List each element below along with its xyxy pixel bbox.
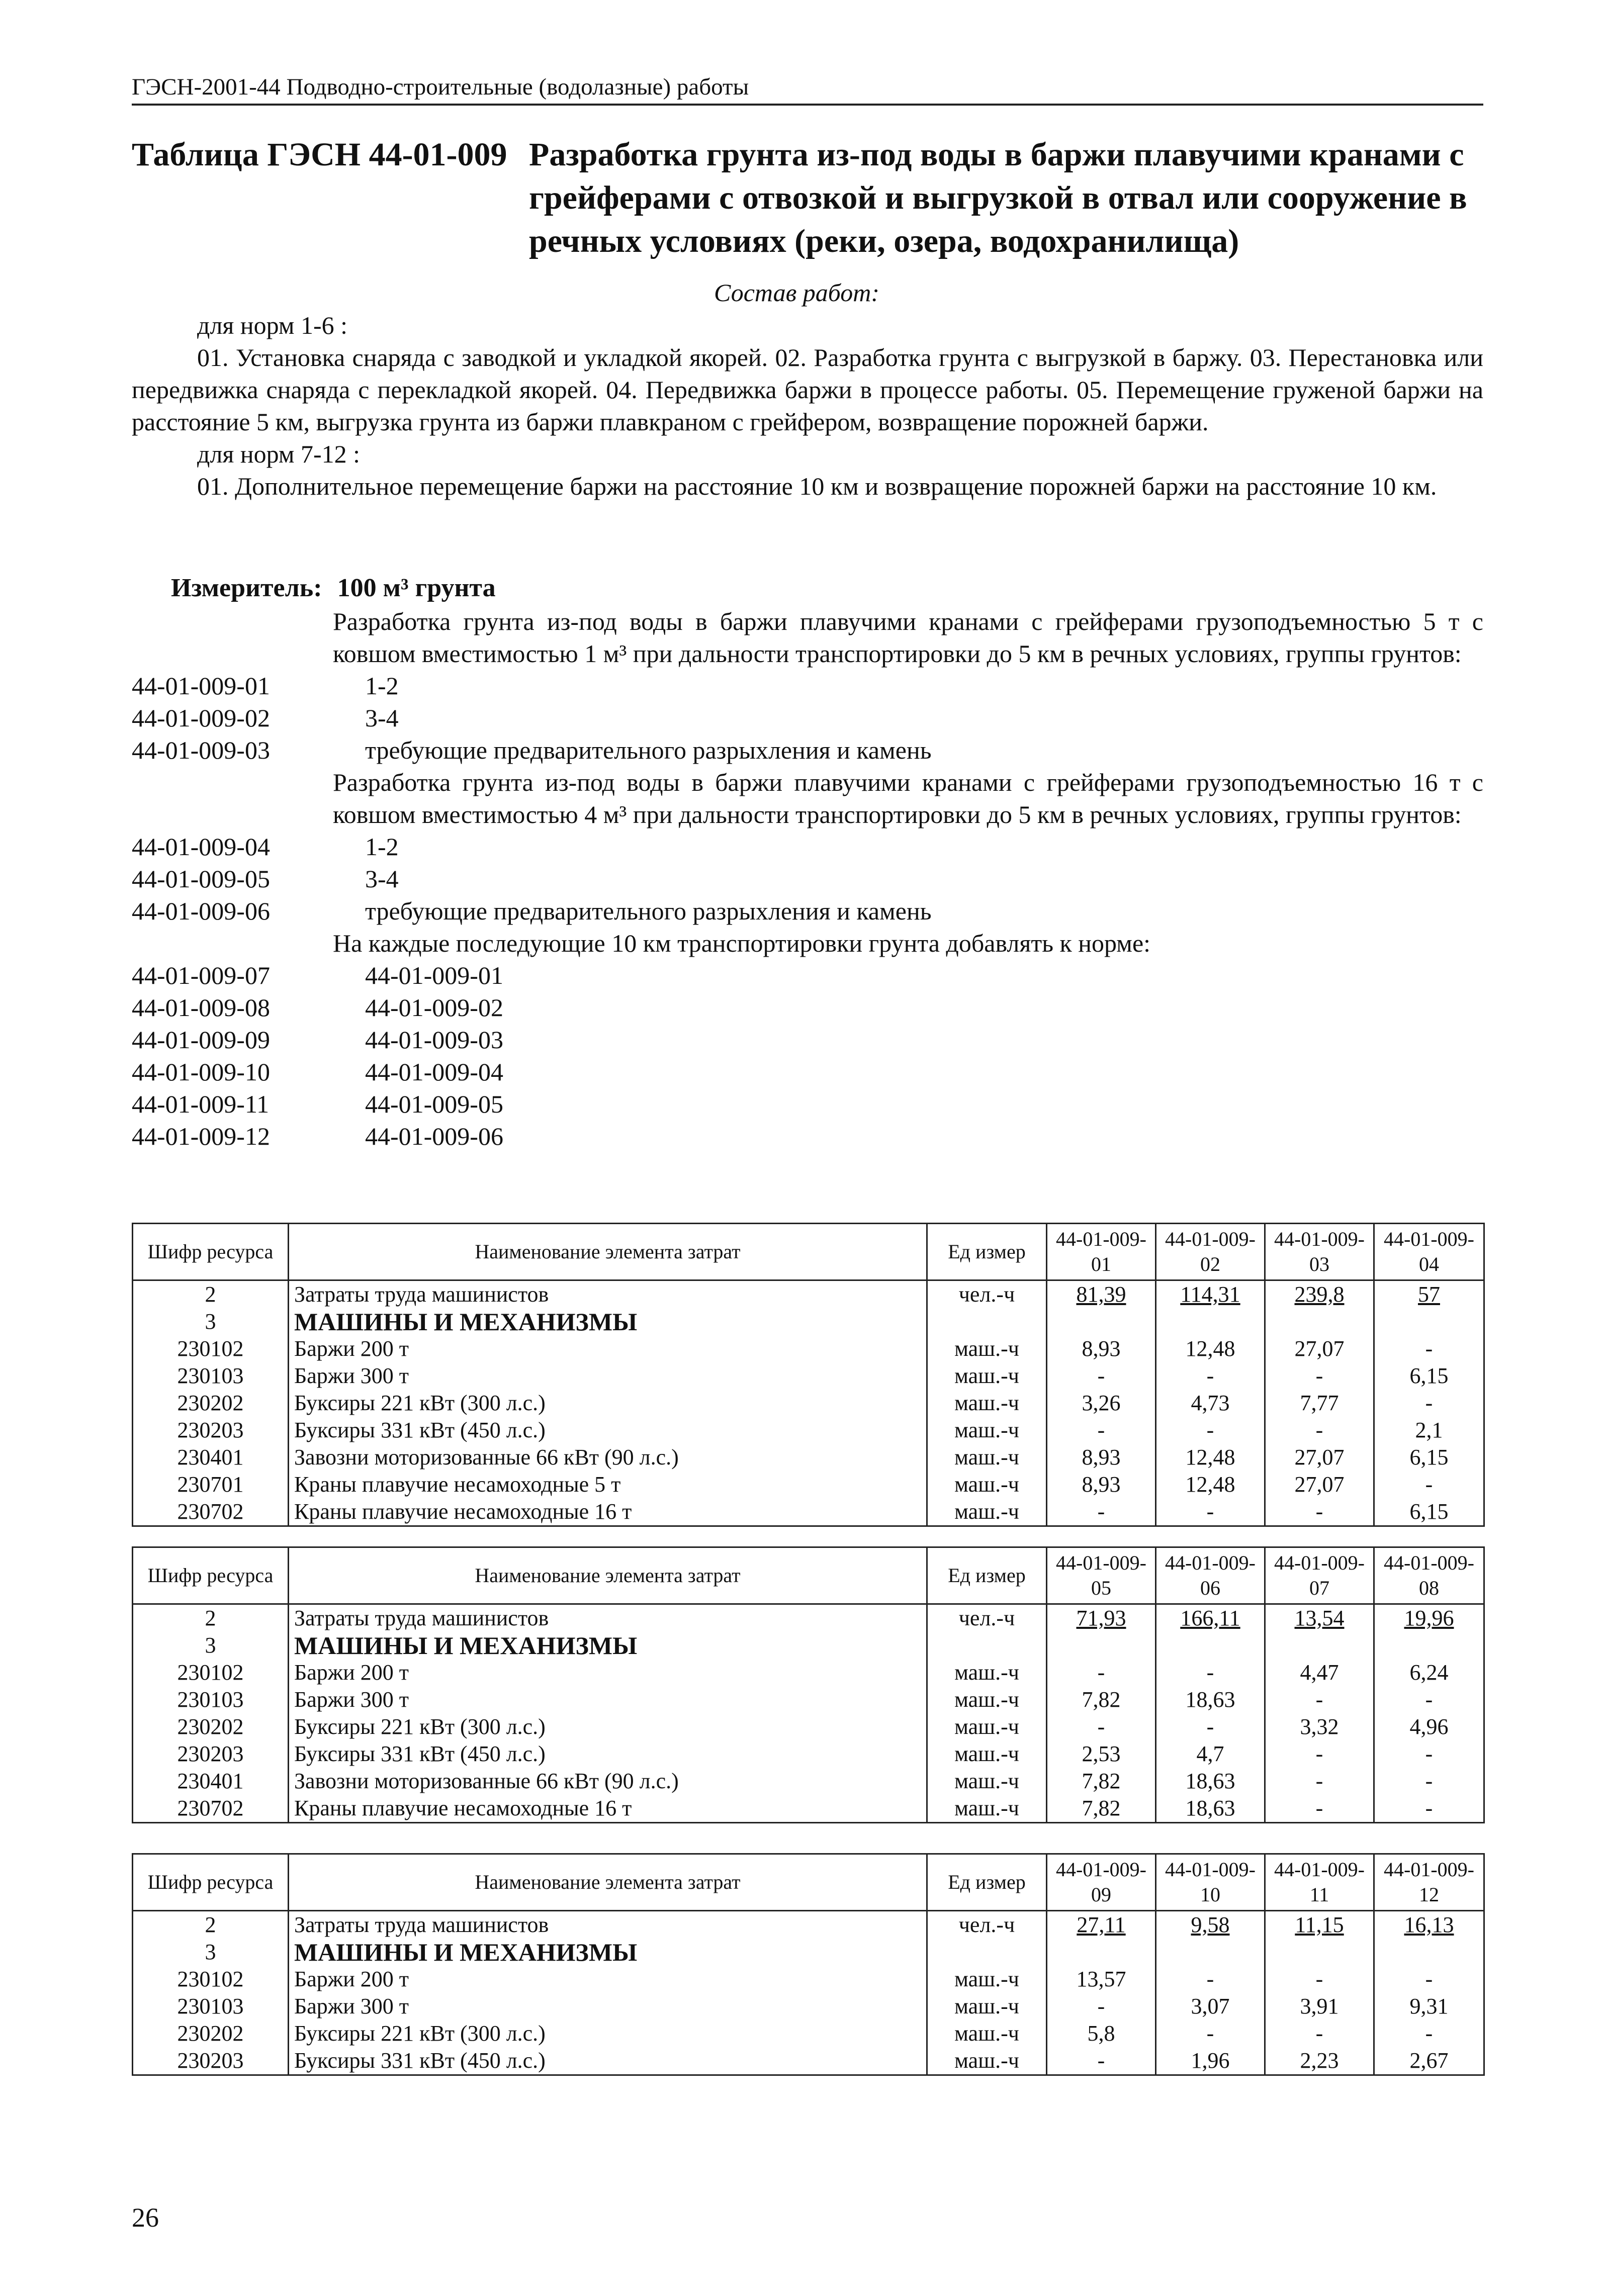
- header-norm-column: 44-01-009-02: [1156, 1224, 1265, 1280]
- cell-value: -: [1265, 1686, 1374, 1713]
- cell-value: 4,7: [1156, 1740, 1265, 1768]
- cell-name: Баржи 300 т: [289, 1362, 927, 1390]
- table-row: [133, 1280, 1484, 1309]
- cell-unit: маш.-ч: [927, 1686, 1047, 1713]
- cell-value: [1156, 1939, 1265, 1966]
- cell-value: 6,15: [1374, 1498, 1484, 1526]
- cell-unit: маш.-ч: [927, 2047, 1047, 2075]
- table-row: [133, 2047, 1484, 2075]
- norm-description: 3-4: [365, 865, 399, 893]
- table-row: [133, 1604, 1484, 1632]
- cell-name: Баржи 200 т: [289, 1659, 927, 1686]
- cell-unit: маш.-ч: [927, 1740, 1047, 1768]
- cost-table: [132, 1223, 1485, 1527]
- norm-description: 44-01-009-05: [365, 1090, 503, 1118]
- cell-value: 6,15: [1374, 1362, 1484, 1390]
- header-unit: Ед измер: [927, 1547, 1047, 1604]
- norm-description: требующие предварительного разрыхления и камень: [365, 736, 932, 764]
- cost-table: [132, 1853, 1485, 2076]
- cell-value: 7,82: [1047, 1795, 1156, 1823]
- measure-line: [171, 573, 496, 603]
- cell-unit: маш.-ч: [927, 1993, 1047, 2020]
- cell-code: 230203: [133, 2047, 289, 2075]
- cell-value: [1374, 1939, 1484, 1966]
- norm-row: [132, 734, 1483, 766]
- cell-name: Краны плавучие несамоходные 16 т: [289, 1795, 927, 1823]
- norm-code: 44-01-009-07: [132, 961, 270, 989]
- table-row: [133, 1659, 1484, 1686]
- cell-value: 7,82: [1047, 1768, 1156, 1795]
- cell-value: 18,63: [1156, 1768, 1265, 1795]
- cell-value: -: [1047, 1417, 1156, 1444]
- cell-code: 230103: [133, 1993, 289, 2020]
- cell-name: Баржи 200 т: [289, 1335, 927, 1362]
- cell-value: -: [1374, 1740, 1484, 1768]
- header-norm-column: 44-01-009-04: [1374, 1224, 1484, 1280]
- table-header-row: [133, 1547, 1484, 1604]
- cell-value: -: [1156, 1498, 1265, 1526]
- cell-code: 230702: [133, 1795, 289, 1823]
- cell-code: 230401: [133, 1768, 289, 1795]
- table-row: [133, 1417, 1484, 1444]
- cell-value: 4,73: [1156, 1390, 1265, 1417]
- norm-code: 44-01-009-11: [132, 1090, 270, 1118]
- cell-value: -: [1156, 2020, 1265, 2047]
- cell-value: 7,82: [1047, 1686, 1156, 1713]
- cell-value: 6,15: [1374, 1444, 1484, 1471]
- norm-row: [132, 895, 1483, 927]
- cell-value: 2,1: [1374, 1417, 1484, 1444]
- cell-value: 5,8: [1047, 2020, 1156, 2047]
- cell-code: 230203: [133, 1740, 289, 1768]
- norm-code: 44-01-009-06: [132, 897, 270, 925]
- cell-name: Баржи 300 т: [289, 1993, 927, 2020]
- cell-unit: маш.-ч: [927, 1471, 1047, 1498]
- table-row: [133, 1498, 1484, 1526]
- table-row: [133, 1632, 1484, 1659]
- cell-value: [1047, 1632, 1156, 1659]
- norm-row: [132, 1056, 1483, 1088]
- cell-value: 18,63: [1156, 1686, 1265, 1713]
- header-code: Шифр ресурса: [133, 1547, 289, 1604]
- cell-code: 230102: [133, 1659, 289, 1686]
- cell-unit: маш.-ч: [927, 1966, 1047, 1993]
- norm-row: [132, 702, 1483, 734]
- cell-value: -: [1265, 1795, 1374, 1823]
- norm-code: 44-01-009-05: [132, 865, 270, 893]
- header-norm-column: 44-01-009-07: [1265, 1547, 1374, 1604]
- cell-name: Завозни моторизованные 66 кВт (90 л.с.): [289, 1768, 927, 1795]
- cell-unit: чел.-ч: [927, 1604, 1047, 1632]
- cell-code: 230202: [133, 1713, 289, 1740]
- cell-unit: чел.-ч: [927, 1911, 1047, 1939]
- header-unit: Ед измер: [927, 1224, 1047, 1280]
- table-row: [133, 1939, 1484, 1966]
- norm-row: [132, 959, 1483, 991]
- cell-name: Буксиры 221 кВт (300 л.с.): [289, 1713, 927, 1740]
- norms-1-6-label: для норм 1-6 :: [197, 311, 348, 339]
- norm-description: 1-2: [365, 833, 399, 861]
- cell-name: Баржи 300 т: [289, 1686, 927, 1713]
- cell-value: -: [1265, 2020, 1374, 2047]
- running-header: ГЭСН-2001-44 Подводно-строительные (водолазные) работы: [132, 74, 1483, 106]
- cell-code: 230102: [133, 1966, 289, 1993]
- cell-value: 8,93: [1047, 1335, 1156, 1362]
- cell-value: -: [1374, 1335, 1484, 1362]
- cell-unit: маш.-ч: [927, 1362, 1047, 1390]
- cell-code: 230401: [133, 1444, 289, 1471]
- header-norm-column: 44-01-009-01: [1047, 1224, 1156, 1280]
- cell-value: -: [1047, 2047, 1156, 2075]
- header-norm-column: 44-01-009-10: [1156, 1854, 1265, 1911]
- cell-value: 12,48: [1156, 1335, 1265, 1362]
- header-norm-column: 44-01-009-03: [1265, 1224, 1374, 1280]
- norm-description: 44-01-009-01: [365, 961, 503, 989]
- page-number: 26: [132, 2202, 159, 2233]
- cell-name: Буксиры 221 кВт (300 л.с.): [289, 2020, 927, 2047]
- norm-row: [132, 670, 1483, 702]
- norm-code: 44-01-009-09: [132, 1026, 270, 1054]
- cell-value: -: [1156, 1966, 1265, 1993]
- cell-value: 114,31: [1156, 1280, 1265, 1309]
- cell-value: 16,13: [1374, 1911, 1484, 1939]
- cell-code: 230203: [133, 1417, 289, 1444]
- cell-value: 2,67: [1374, 2047, 1484, 2075]
- cell-code: 2: [133, 1604, 289, 1632]
- table-row: [133, 1993, 1484, 2020]
- cell-value: 71,93: [1047, 1604, 1156, 1632]
- cell-value: 13,57: [1047, 1966, 1156, 1993]
- cell-value: 1,96: [1156, 2047, 1265, 2075]
- cell-value: 166,11: [1156, 1604, 1265, 1632]
- measure-label: Измеритель:: [171, 574, 322, 602]
- cell-value: 12,48: [1156, 1444, 1265, 1471]
- table-row: [133, 1390, 1484, 1417]
- norm-description: 44-01-009-02: [365, 993, 503, 1022]
- norm-description: требующие предварительного разрыхления и камень: [365, 897, 932, 925]
- norm-code: 44-01-009-01: [132, 672, 270, 700]
- group-heading: Разработка грунта из-под воды в баржи плавучими кранами с грейферами грузоподъемностью 16 т с ковшом вместимостью 4 м³ при дальности транспортировки до 5 км в речных условиях, группы грунтов:: [333, 768, 1483, 829]
- norm-description: 44-01-009-06: [365, 1122, 503, 1150]
- cell-value: 3,07: [1156, 1993, 1265, 2020]
- norm-row: [132, 1088, 1483, 1120]
- norms-7-12-label: для норм 7-12 :: [197, 440, 361, 468]
- table-title-number: Таблица ГЭСН 44-01-009: [132, 136, 507, 173]
- norm-description: 44-01-009-03: [365, 1026, 503, 1054]
- table-row: [133, 1795, 1484, 1823]
- norm-description: 3-4: [365, 704, 399, 732]
- table-row: [133, 1308, 1484, 1335]
- cell-name: МАШИНЫ И МЕХАНИЗМЫ: [289, 1939, 927, 1966]
- cell-value: [1374, 1632, 1484, 1659]
- cell-value: 9,58: [1156, 1911, 1265, 1939]
- cell-value: 239,8: [1265, 1280, 1374, 1309]
- cell-name: Краны плавучие несамоходные 5 т: [289, 1471, 927, 1498]
- cell-value: -: [1374, 1390, 1484, 1417]
- header-norm-column: 44-01-009-09: [1047, 1854, 1156, 1911]
- header-norm-column: 44-01-009-11: [1265, 1854, 1374, 1911]
- cell-code: 2: [133, 1911, 289, 1939]
- cell-value: 57: [1374, 1280, 1484, 1309]
- norms-7-12-text: 01. Дополнительное перемещение баржи на расстояние 10 км и возвращение порожней баржи на расстояние 10 км.: [197, 472, 1437, 500]
- cell-unit: маш.-ч: [927, 1390, 1047, 1417]
- cell-value: -: [1265, 1740, 1374, 1768]
- cell-value: -: [1374, 2020, 1484, 2047]
- table-row: [133, 1740, 1484, 1768]
- cell-value: -: [1265, 1417, 1374, 1444]
- cell-unit: маш.-ч: [927, 1444, 1047, 1471]
- table-row: [133, 1335, 1484, 1362]
- norm-code: 44-01-009-08: [132, 993, 270, 1022]
- norm-code-list: [132, 605, 1483, 1152]
- group-heading: Разработка грунта из-под воды в баржи плавучими кранами с грейферами грузоподъемностью 5 т с ковшом вместимостью 1 м³ при дальности транспортировки до 5 км в речных условиях, группы грунтов:: [333, 607, 1483, 668]
- cell-unit: маш.-ч: [927, 1768, 1047, 1795]
- header-norm-column: 44-01-009-06: [1156, 1547, 1265, 1604]
- cell-value: 19,96: [1374, 1604, 1484, 1632]
- cell-value: [1265, 1632, 1374, 1659]
- cell-name: МАШИНЫ И МЕХАНИЗМЫ: [289, 1308, 927, 1335]
- cell-name: МАШИНЫ И МЕХАНИЗМЫ: [289, 1632, 927, 1659]
- cell-value: [1156, 1632, 1265, 1659]
- table-row: [133, 1911, 1484, 1939]
- norm-row: [132, 863, 1483, 895]
- cell-value: -: [1047, 1362, 1156, 1390]
- cell-value: 8,93: [1047, 1471, 1156, 1498]
- cell-code: 3: [133, 1308, 289, 1335]
- header-name: Наименование элемента затрат: [289, 1224, 927, 1280]
- group-heading: На каждые последующие 10 км транспортировки грунта добавлять к норме:: [333, 929, 1151, 957]
- header-code: Шифр ресурса: [133, 1224, 289, 1280]
- table-header-row: [133, 1854, 1484, 1911]
- cost-table: [132, 1546, 1485, 1823]
- cell-code: 230103: [133, 1686, 289, 1713]
- cell-value: -: [1047, 1713, 1156, 1740]
- cell-value: 18,63: [1156, 1795, 1265, 1823]
- norm-row: [132, 1024, 1483, 1056]
- norm-code: 44-01-009-10: [132, 1058, 270, 1086]
- table-row: [133, 2020, 1484, 2047]
- cell-name: Завозни моторизованные 66 кВт (90 л.с.): [289, 1444, 927, 1471]
- norm-code: 44-01-009-03: [132, 736, 270, 764]
- cell-name: Буксиры 331 кВт (450 л.с.): [289, 2047, 927, 2075]
- cell-value: -: [1265, 1498, 1374, 1526]
- cell-value: 3,26: [1047, 1390, 1156, 1417]
- cell-value: -: [1374, 1795, 1484, 1823]
- norms-1-6-text: 01. Установка снаряда с заводкой и укладкой якорей. 02. Разработка грунта с выгрузкой в баржу. 03. Перестановка или передвижка снаряда с перекладкой якорей. 04. Передвижка баржи в процессе работы. 05. Перемещение груженой баржи на расстояние 5 км, выгрузка грунта из баржи плавкраном с грейфером, возвращение порожней баржи.: [132, 343, 1483, 436]
- work-composition: [132, 309, 1483, 502]
- header-norm-column: 44-01-009-12: [1374, 1854, 1484, 1911]
- cell-value: 8,93: [1047, 1444, 1156, 1471]
- cell-value: -: [1156, 1417, 1265, 1444]
- cell-value: 4,96: [1374, 1713, 1484, 1740]
- norm-code: 44-01-009-04: [132, 833, 270, 861]
- table-row: [133, 1713, 1484, 1740]
- cell-name: Затраты труда машинистов: [289, 1911, 927, 1939]
- cell-value: 13,54: [1265, 1604, 1374, 1632]
- cell-value: 7,77: [1265, 1390, 1374, 1417]
- cell-value: [1265, 1308, 1374, 1335]
- cell-value: [1047, 1939, 1156, 1966]
- composition-label: Состав работ:: [714, 279, 880, 307]
- cell-code: 3: [133, 1632, 289, 1659]
- norm-code: 44-01-009-12: [132, 1122, 270, 1150]
- cell-name: Буксиры 331 кВт (450 л.с.): [289, 1740, 927, 1768]
- cell-value: -: [1156, 1362, 1265, 1390]
- cell-unit: маш.-ч: [927, 1498, 1047, 1526]
- cell-value: -: [1374, 1966, 1484, 1993]
- norm-description: 1-2: [365, 672, 399, 700]
- table-row: [133, 1444, 1484, 1471]
- table-row: [133, 1362, 1484, 1390]
- cell-value: -: [1374, 1768, 1484, 1795]
- cell-name: Буксиры 221 кВт (300 л.с.): [289, 1390, 927, 1417]
- cell-name: Затраты труда машинистов: [289, 1280, 927, 1309]
- header-unit: Ед измер: [927, 1854, 1047, 1911]
- cell-name: Баржи 200 т: [289, 1966, 927, 1993]
- cell-value: 6,24: [1374, 1659, 1484, 1686]
- cell-unit: маш.-ч: [927, 1795, 1047, 1823]
- cell-value: -: [1047, 1498, 1156, 1526]
- norm-description: 44-01-009-04: [365, 1058, 503, 1086]
- cell-value: -: [1374, 1686, 1484, 1713]
- cell-unit: маш.-ч: [927, 2020, 1047, 2047]
- cell-value: 3,91: [1265, 1993, 1374, 2020]
- cell-code: 230702: [133, 1498, 289, 1526]
- table-title: [132, 133, 1483, 262]
- cell-value: 27,11: [1047, 1911, 1156, 1939]
- cell-value: 27,07: [1265, 1335, 1374, 1362]
- cell-code: 230202: [133, 1390, 289, 1417]
- cell-value: [1047, 1308, 1156, 1335]
- norm-row: [132, 831, 1483, 863]
- cell-name: Буксиры 331 кВт (450 л.с.): [289, 1417, 927, 1444]
- cell-value: 27,07: [1265, 1444, 1374, 1471]
- cell-code: 3: [133, 1939, 289, 1966]
- cell-value: 4,47: [1265, 1659, 1374, 1686]
- cell-value: -: [1047, 1993, 1156, 2020]
- header-name: Наименование элемента затрат: [289, 1854, 927, 1911]
- header-code: Шифр ресурса: [133, 1854, 289, 1911]
- cell-value: 11,15: [1265, 1911, 1374, 1939]
- norm-code: 44-01-009-02: [132, 704, 270, 732]
- table-row: [133, 1966, 1484, 1993]
- cell-unit: [927, 1632, 1047, 1659]
- header-name: Наименование элемента затрат: [289, 1547, 927, 1604]
- header-norm-column: 44-01-009-05: [1047, 1547, 1156, 1604]
- header-norm-column: 44-01-009-08: [1374, 1547, 1484, 1604]
- measure-unit: 100 м³ грунта: [337, 574, 496, 602]
- cell-unit: [927, 1939, 1047, 1966]
- cell-value: [1374, 1308, 1484, 1335]
- norm-row: [132, 1120, 1483, 1152]
- cell-name: Затраты труда машинистов: [289, 1604, 927, 1632]
- table-header-row: [133, 1224, 1484, 1280]
- cell-value: [1265, 1939, 1374, 1966]
- cell-unit: чел.-ч: [927, 1280, 1047, 1309]
- cell-value: 3,32: [1265, 1713, 1374, 1740]
- cell-unit: маш.-ч: [927, 1335, 1047, 1362]
- cell-value: 9,31: [1374, 1993, 1484, 2020]
- table-title-text: Разработка грунта из-под воды в баржи плавучими кранами с грейферами с отвозкой и выгрузкой в отвал или сооружение в речных условиях (реки, озера, водохранилища): [529, 136, 1467, 259]
- cell-value: -: [1156, 1713, 1265, 1740]
- cell-value: 2,53: [1047, 1740, 1156, 1768]
- table-row: [133, 1471, 1484, 1498]
- cell-value: -: [1265, 1362, 1374, 1390]
- cell-code: 230103: [133, 1362, 289, 1390]
- cell-value: -: [1265, 1768, 1374, 1795]
- cell-code: 2: [133, 1280, 289, 1309]
- cell-value: 27,07: [1265, 1471, 1374, 1498]
- table-row: [133, 1686, 1484, 1713]
- cell-value: -: [1265, 1966, 1374, 1993]
- cell-name: Краны плавучие несамоходные 16 т: [289, 1498, 927, 1526]
- cell-code: 230202: [133, 2020, 289, 2047]
- cell-unit: [927, 1308, 1047, 1335]
- cell-value: 81,39: [1047, 1280, 1156, 1309]
- cell-value: -: [1047, 1659, 1156, 1686]
- cell-value: [1156, 1308, 1265, 1335]
- cell-value: -: [1156, 1659, 1265, 1686]
- table-row: [133, 1768, 1484, 1795]
- cell-value: 12,48: [1156, 1471, 1265, 1498]
- cell-value: -: [1374, 1471, 1484, 1498]
- norm-row: [132, 991, 1483, 1024]
- cell-value: 2,23: [1265, 2047, 1374, 2075]
- cell-unit: маш.-ч: [927, 1417, 1047, 1444]
- cell-code: 230102: [133, 1335, 289, 1362]
- cell-unit: маш.-ч: [927, 1659, 1047, 1686]
- cell-unit: маш.-ч: [927, 1713, 1047, 1740]
- cell-code: 230701: [133, 1471, 289, 1498]
